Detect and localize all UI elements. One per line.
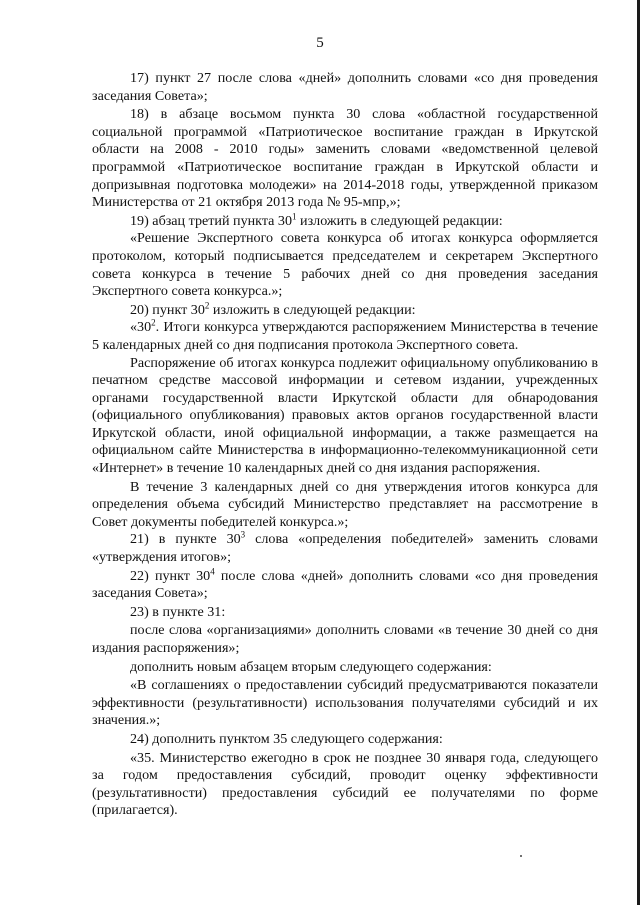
item-21 xyxy=(92,531,598,566)
item-20 xyxy=(92,302,598,320)
item-21-superscript: 3 xyxy=(240,529,246,540)
item-22 xyxy=(92,565,598,603)
item-18: 18) в абзаце восьмом пункта 30 слова «областной государственной социальной программой «Патриотическое воспитание граждан в Иркутской области на 2008 - 2010 годы» заменить словами «ведомственной целевой программой «Патриотическое воспитание граждан в Иркутской области и допризывная подготовка молодежи» на 2014-2018 годы, утвержденной приказом Министерства от 21 октября 2013 года № 95-мпр,»; xyxy=(92,106,598,211)
item-23: 23) в пункте 31: xyxy=(130,603,226,620)
item-24: 24) дополнить пунктом 35 следующего содержания: xyxy=(130,730,443,747)
item-19-lead: 19) абзац третий пункта 30 xyxy=(130,212,293,229)
item-22-superscript: 4 xyxy=(210,565,215,576)
item-20-quote-tail: . Итоги конкурса утверждаются распоряжением Министерства в течение 5 календарных дней со дня подписания протокола Экспертного совета. xyxy=(92,319,598,353)
item-21-tail: слова «определения победителей» заменить словами «утверждения итогов»; xyxy=(92,531,598,566)
item-24-text: «35. Министерство ежегодно в срок не позднее 30 января года, следующего за годом предоставления субсидий, проводит оценку эффективности (результативности) предоставления субсидий ее получателями по форме (прилагается). xyxy=(92,749,598,819)
page-number: 5 xyxy=(316,35,324,51)
item-23-text-1: после слова «организациями» дополнить словами «в течение 30 дней со дня издания распоряжения»; xyxy=(92,622,598,656)
item-20-superscript: 2 xyxy=(204,300,210,311)
item-20-text-2: Распоряжение об итогах конкурса подлежит официальному опубликованию в печатном средстве массовой информации и сетевом издании, учрежденных органами государственной власти Иркутской области для обнародования (официального опубликования) правовых актов органов государственной власти Иркутской области, иной официальной информации, а также размещается на официальном сайте Министерства в информационно-телекоммуникационной сети «Интернет» в течение 10 календарных дней со дня издания распоряжения. xyxy=(92,354,598,477)
item-17: 17) пункт 27 после слова «дней» дополнить словами «со дня проведения заседания Совета»; xyxy=(92,70,598,104)
item-19-tail: изложить в следующей редакции: xyxy=(296,212,503,229)
item-20-text-3: В течение 3 календарных дней со дня утверждения итогов конкурса для определения объема субсидий Министерство представляет на рассмотрение в Совет документы победителей конкурса.»; xyxy=(92,478,598,530)
document-body xyxy=(92,70,598,820)
item-20-quote-superscript: 2 xyxy=(151,317,156,328)
item-20-quote-lead: «30 xyxy=(130,319,152,336)
item-20-lead: 20) пункт 30 xyxy=(130,301,205,318)
item-23-text-3: «В соглашениях о предоставлении субсидий предусматриваются показатели эффективности (результативности) использования получателями субсидий и их значения.»; xyxy=(92,677,598,729)
item-22-tail: после слова «дней» дополнить словами «со дня проведения заседания Совета»; xyxy=(92,567,598,602)
item-19-superscript: 1 xyxy=(292,211,297,222)
item-20-tail: изложить в следующей редакции: xyxy=(209,301,416,318)
item-23-text-2: дополнить новым абзацем вторым следующего содержания: xyxy=(130,658,492,675)
item-20-quote xyxy=(92,319,598,354)
item-19-text: «Решение Экспертного совета конкурса об итогах конкурса оформляется протоколом, который подписывается председателем и секретарем Экспертного совета конкурса в течение 5 рабочих дней со дня проведения заседания Экспертного совета конкурса.»; xyxy=(92,230,598,300)
item-21-lead: 21) в пункте 30 xyxy=(130,531,241,548)
item-22-lead: 22) пункт 30 xyxy=(130,567,211,584)
scan-speck xyxy=(520,855,522,857)
item-19 xyxy=(92,213,598,231)
